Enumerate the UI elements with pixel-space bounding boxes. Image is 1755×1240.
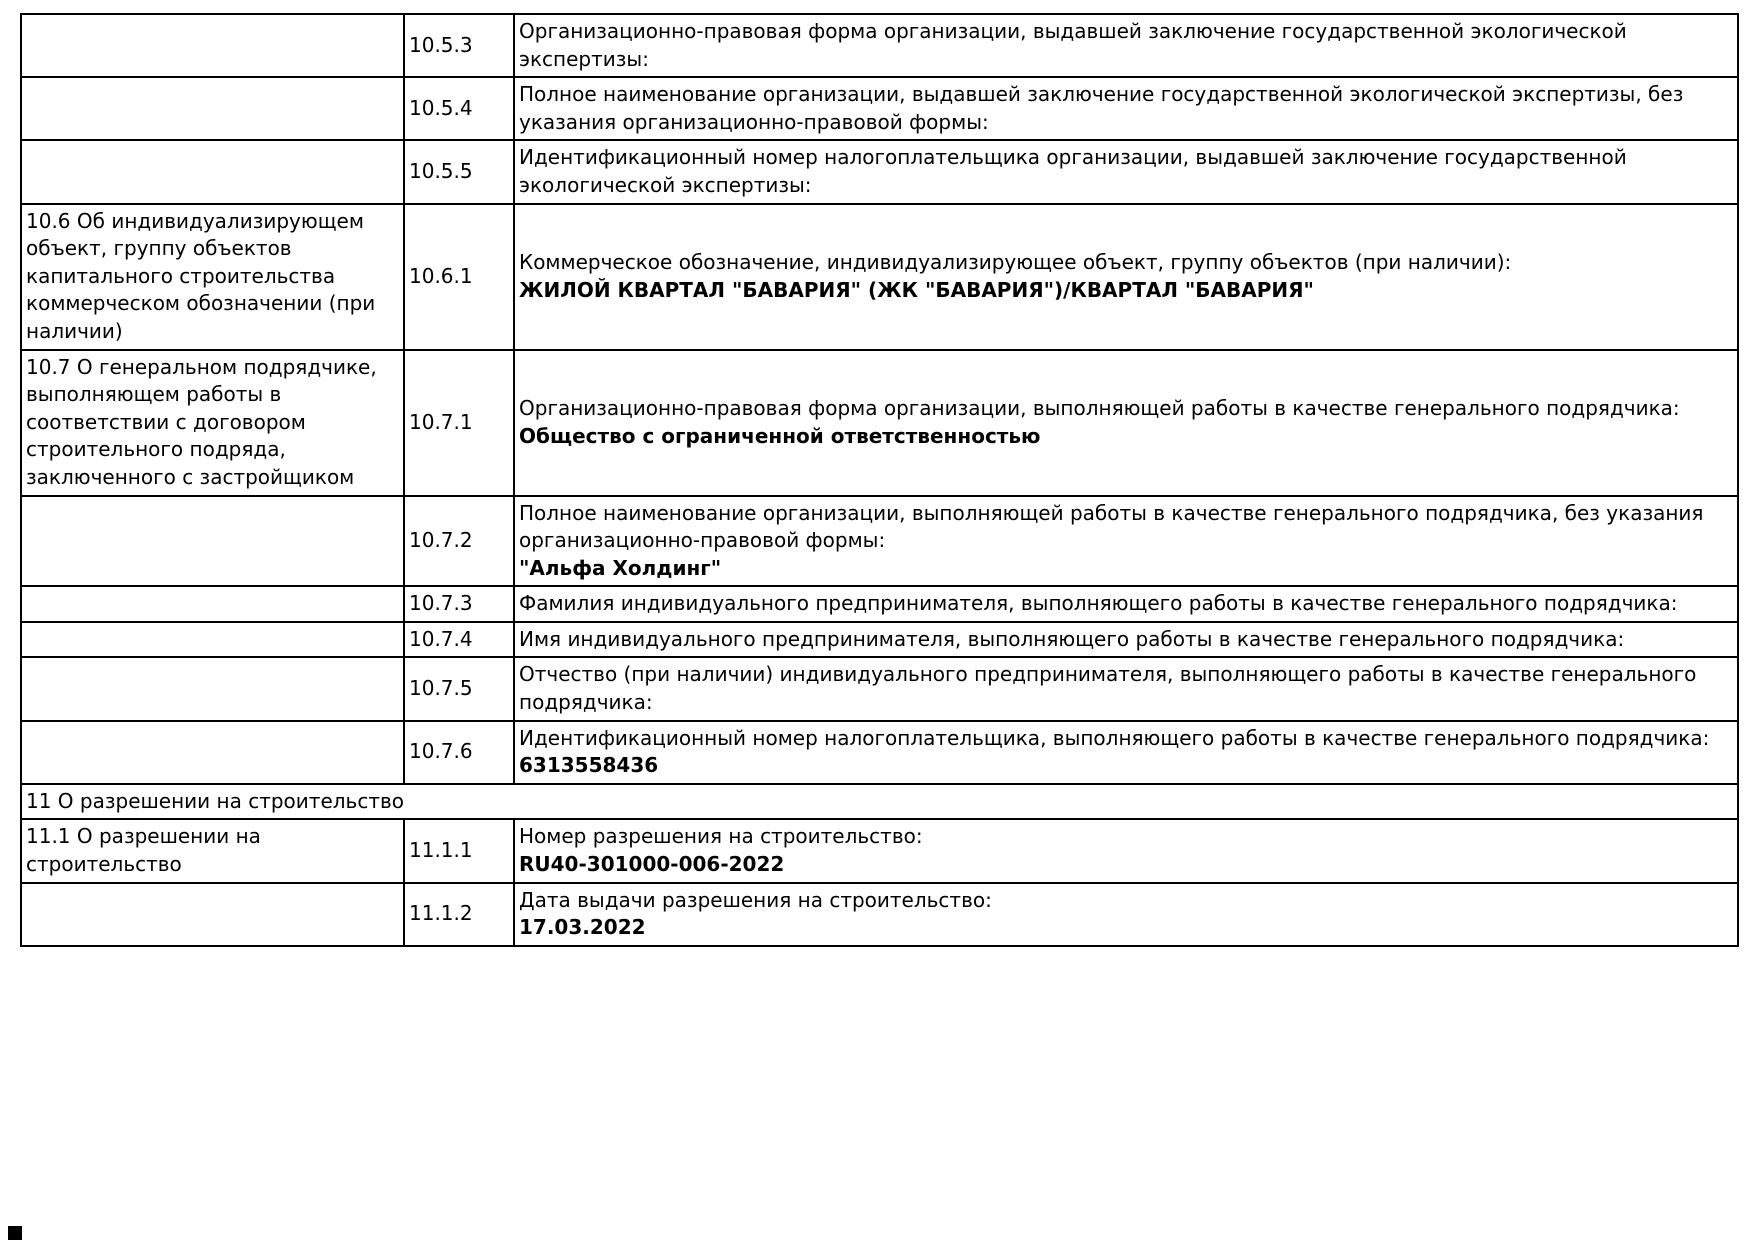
table-row: [21, 622, 1738, 658]
table-row: [21, 140, 1738, 203]
section-label-cell: [21, 140, 404, 203]
item-label: Номер разрешения на строительство:: [519, 824, 923, 849]
item-number: 11.1.2: [404, 883, 514, 946]
item-description-cell: [514, 586, 1738, 622]
section-header: 11 О разрешении на строительство: [21, 784, 1738, 820]
item-value: "Альфа Холдинг": [519, 555, 722, 580]
section-label-cell: 10.6 Об индивидуализирующем объект, группу объектов капитального строительства коммерческом обозначении (при наличии): [21, 204, 404, 350]
item-label: Идентификационный номер налогоплательщика, выполняющего работы в качестве генерального подрядчика:: [519, 725, 1710, 750]
item-value: 6313558436: [519, 753, 659, 778]
table-row: [21, 819, 1738, 882]
item-description-cell: [514, 496, 1738, 587]
table-row: [21, 883, 1738, 946]
item-value: 17.03.2022: [519, 915, 646, 940]
section-label-cell: [21, 721, 404, 784]
table-row: [21, 14, 1738, 77]
item-number: 11.1.1: [404, 819, 514, 882]
item-description-cell: [514, 350, 1738, 496]
table-row: [21, 496, 1738, 587]
item-number: 10.7.6: [404, 721, 514, 784]
item-description-cell: [514, 622, 1738, 658]
declaration-table-body: [21, 14, 1738, 946]
item-number: 10.7.3: [404, 586, 514, 622]
item-value: RU40-301000-006-2022: [519, 852, 785, 877]
item-number: 10.7.2: [404, 496, 514, 587]
table-row: [21, 657, 1738, 720]
section-label-cell: [21, 586, 404, 622]
item-description-cell: [514, 204, 1738, 350]
section-label-cell: [21, 622, 404, 658]
item-label: Организационно-правовая форма организации, выполняющей работы в качестве генерального подрядчика:: [519, 395, 1680, 420]
table-row: [21, 77, 1738, 140]
item-value: ЖИЛОЙ КВАРТАЛ "БАВАРИЯ" (ЖК "БАВАРИЯ")/КВАРТАЛ "БАВАРИЯ": [519, 277, 1314, 302]
item-description-cell: [514, 140, 1738, 203]
table-row: [21, 350, 1738, 496]
item-description-cell: [514, 14, 1738, 77]
item-description-cell: [514, 77, 1738, 140]
section-label-cell: [21, 883, 404, 946]
item-description-cell: [514, 657, 1738, 720]
item-label: Фамилия индивидуального предпринимателя, выполняющего работы в качестве генерального подрядчика:: [519, 591, 1678, 616]
item-number: 10.5.5: [404, 140, 514, 203]
item-description-cell: [514, 883, 1738, 946]
item-label: Коммерческое обозначение, индивидуализирующее объект, группу объектов (при наличии):: [519, 249, 1512, 274]
declaration-table: [20, 13, 1739, 947]
section-label-cell: [21, 657, 404, 720]
item-number: 10.5.4: [404, 77, 514, 140]
item-number: 10.7.1: [404, 350, 514, 496]
item-number: 10.7.4: [404, 622, 514, 658]
section-label-cell: [21, 496, 404, 587]
item-description-cell: [514, 819, 1738, 882]
item-label: Организационно-правовая форма организации, выдавшей заключение государственной экологической экспертизы:: [519, 19, 1627, 71]
section-label-cell: [21, 77, 404, 140]
item-number: 10.5.3: [404, 14, 514, 77]
table-row: [21, 204, 1738, 350]
item-value: Общество с ограниченной ответственностью: [519, 423, 1041, 448]
section-label-cell: 10.7 О генеральном подрядчике, выполняющем работы в соответствии с договором строительного подряда, заключенного с застройщиком: [21, 350, 404, 496]
table-row: [21, 784, 1738, 820]
item-label: Дата выдачи разрешения на строительство:: [519, 887, 992, 912]
item-label: Отчество (при наличии) индивидуального предпринимателя, выполняющего работы в качестве генерального подрядчика:: [519, 662, 1697, 715]
item-label: Имя индивидуального предпринимателя, выполняющего работы в качестве генерального подрядчика:: [519, 626, 1625, 651]
page-corner-mark: [8, 1226, 22, 1240]
item-label: Идентификационный номер налогоплательщика организации, выдавшей заключение государственной экологической экспертизы:: [519, 145, 1627, 197]
item-number: 10.7.5: [404, 657, 514, 720]
table-row: [21, 721, 1738, 784]
item-label: Полное наименование организации, выполняющей работы в качестве генерального подрядчика, без указания организационно-правовой формы:: [519, 500, 1704, 553]
item-number: 10.6.1: [404, 204, 514, 350]
item-description-cell: [514, 721, 1738, 784]
section-label-cell: [21, 14, 404, 77]
item-label: Полное наименование организации, выдавшей заключение государственной экологической экспертизы, без указания организационно-правовой формы:: [519, 82, 1684, 134]
section-label-cell: 11.1 О разрешении на строительство: [21, 819, 404, 882]
table-row: [21, 586, 1738, 622]
